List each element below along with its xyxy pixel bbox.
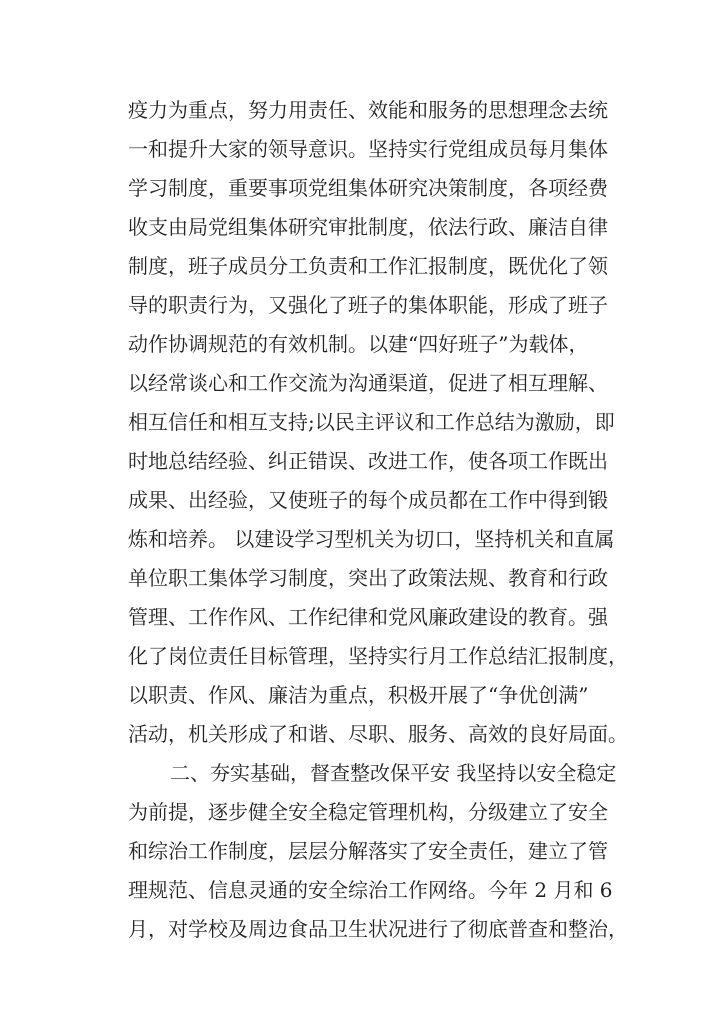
text-line: 以职责、作风、廉洁为重点，积极开展了“争优创满” xyxy=(128,683,589,707)
text-line: 活动，机关形成了和谐、尽职、服务、高效的良好局面。 xyxy=(128,722,628,746)
text-line: 动作协调规范的有效机制。以建“四好班子”为载体， xyxy=(128,332,589,356)
text-line: 导的职责行为，又强化了班子的集体职能，形成了班子 xyxy=(128,293,608,317)
text-line: 管理、工作作风、工作纪律和党风廉政建设的教育。强 xyxy=(128,605,608,629)
text-line: 炼和培养。 以建设学习型机关为切口，坚持机关和直属 xyxy=(128,527,615,551)
text-line: 学习制度，重要事项党组集体研究决策制度，各项经费 xyxy=(128,176,608,200)
text-line: 化了岗位责任目标管理，坚持实行月工作总结汇报制度， xyxy=(128,644,628,668)
text-line: 以经常谈心和工作交流为沟通渠道，促进了相互理解、 xyxy=(128,371,608,395)
section-heading-line: 二、夯实基础，督查整改保平安 我坚持以安全稳定 xyxy=(170,761,617,785)
text-line: 收支由局党组集体研究审批制度，依法行政、廉洁自律 xyxy=(128,215,608,239)
text-line: 和综治工作制度，层层分解落实了安全责任，建立了管 xyxy=(128,839,608,863)
text-line: 为前提，逐步健全安全稳定管理机构，分级建立了安全 xyxy=(128,800,608,824)
text-line: 月，对学校及周边食品卫生状况进行了彻底普查和整治， xyxy=(128,917,628,941)
text-line: 成果、出经验，又使班子的每个成员都在工作中得到锻 xyxy=(128,488,608,512)
text-line: 一和提升大家的领导意识。坚持实行党组成员每月集体 xyxy=(128,137,608,161)
text-line: 单位职工集体学习制度，突出了政策法规、教育和行政 xyxy=(128,566,608,590)
text-line: 相互信任和相互支持;以民主评议和工作总结为激励，即 xyxy=(128,410,615,434)
text-line: 时地总结经验、纠正错误、改进工作，使各项工作既出 xyxy=(128,449,608,473)
text-line: 制度，班子成员分工负责和工作汇报制度，既优化了领 xyxy=(128,254,608,278)
text-line: 理规范、信息灵通的安全综治工作网络。今年 2 月和 6 xyxy=(128,878,613,902)
text-line: 疫力为重点，努力用责任、效能和服务的思想理念去统 xyxy=(128,98,608,122)
